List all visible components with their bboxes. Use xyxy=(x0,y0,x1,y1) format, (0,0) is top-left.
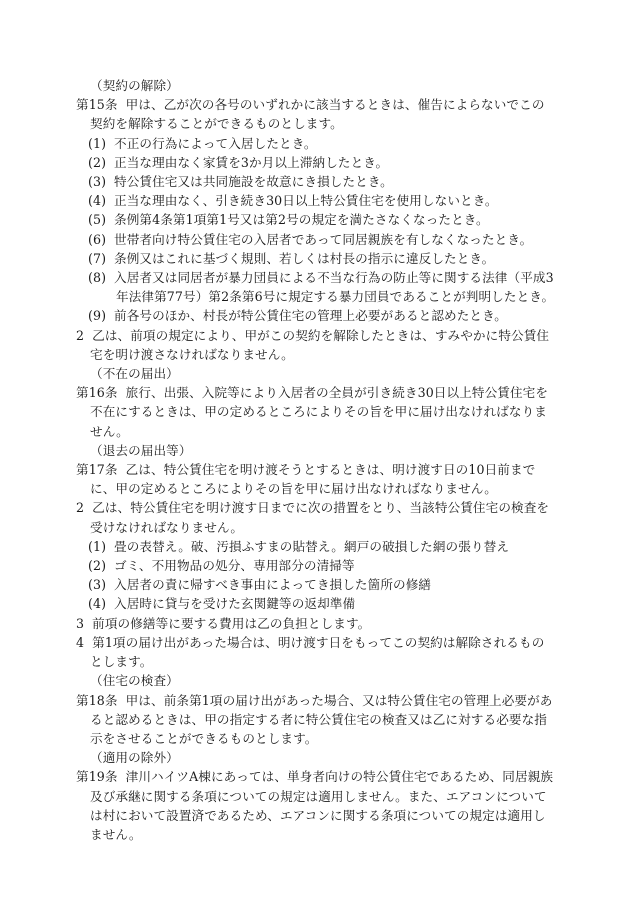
item-text: 入居者の責に帰すべき事由によってき損した箇所の修繕 xyxy=(114,577,432,593)
paragraph-text: 乙は、前項の規定により、甲がこの契約を解除したときは、すみやかに特公賃住宅を明け渡さなければなりません。 xyxy=(90,327,550,362)
item-number: (1) xyxy=(88,538,107,554)
article-number: 第19条 xyxy=(76,769,118,785)
item-number: (4) xyxy=(88,596,107,612)
item-number: (1) xyxy=(88,135,107,151)
item-text: 正当な理由なく、引き続き30日以上特公賃住宅を使用しないとき。 xyxy=(114,193,498,209)
article-15 xyxy=(76,95,556,133)
article-text: 乙は、特公賃住宅を明け渡そうとするときは、明け渡す日の10日前までに、甲の定めるところによりその旨を甲に届け出なければなりません。 xyxy=(90,462,536,497)
item-number: (5) xyxy=(88,212,107,228)
section-heading-cancellation: （契約の解除） xyxy=(90,78,179,93)
article-number: 第18条 xyxy=(76,692,118,708)
article-text: 甲は、前条第1項の届け出があった場合、又は特公賃住宅の管理上必要があると認めるときは、甲の指定する者に特公賃住宅の検査又は乙に対する必要な指示をさせることができるものとします。 xyxy=(90,692,553,746)
list-item xyxy=(76,230,556,249)
item-number: (9) xyxy=(88,308,107,324)
item-number: (3) xyxy=(88,577,107,593)
article-18 xyxy=(76,691,556,749)
list-item xyxy=(76,134,556,153)
list-item xyxy=(76,172,556,191)
paragraph-number: 3 xyxy=(76,615,85,631)
article-text: 旅行、出張、入院等により入居者の全員が引き続き30日以上特公賃住宅を不在にするときは、甲の定めるところによりその旨を甲に届け出なければなりません。 xyxy=(90,385,549,439)
article-19 xyxy=(76,767,556,844)
item-text: 畳の表替え。破、汚損ふすまの貼替え。網戸の破損した網の張り替え xyxy=(114,538,510,554)
item-text: 特公賃住宅又は共同施設を故意にき損したとき。 xyxy=(114,174,393,190)
paragraph-number: 4 xyxy=(76,634,85,650)
list-item xyxy=(76,537,556,556)
paragraph-number: 2 xyxy=(76,327,85,343)
list-item xyxy=(76,153,556,172)
paragraph-2 xyxy=(76,326,556,364)
article-number: 第15条 xyxy=(76,97,118,113)
section-heading-absence: （不在の届出） xyxy=(90,366,179,382)
item-text: 正当な理由なく家賃を3か月以上滞納したとき。 xyxy=(114,154,389,170)
article-text: 津川ハイツA棟にあっては、単身者向けの特公賃住宅であるため、同居親族及び承継に関する条項についての規定は適用しません。また、エアコンについては村において設置済であるため、エアコンに関する条項についての規定は適用しません。 xyxy=(90,769,554,842)
article-17 xyxy=(76,460,556,498)
item-number: (4) xyxy=(88,193,107,209)
list-item xyxy=(76,556,556,575)
article-number: 第16条 xyxy=(76,385,118,401)
article-16 xyxy=(76,383,556,441)
section-heading-move-out: （退去の届出等） xyxy=(90,442,192,458)
document-body xyxy=(76,76,556,844)
list-item xyxy=(76,210,556,229)
section-heading-inspection: （住宅の検査） xyxy=(90,673,179,689)
item-number: (3) xyxy=(88,174,107,190)
item-text: 世帯者向け特公賃住宅の入居者であって同居親族を有しなくなったとき。 xyxy=(114,231,533,247)
list-item xyxy=(76,575,556,594)
paragraph-3 xyxy=(76,614,556,633)
item-text: 条例又はこれに基づく規則、若しくは村長の指示に違反したとき。 xyxy=(114,250,495,266)
article-number: 第17条 xyxy=(76,462,118,478)
item-number: (2) xyxy=(88,558,107,574)
article-text: 甲は、乙が次の各号のいずれかに該当するときは、催告によらないでこの契約を解除することができるものとします。 xyxy=(90,97,545,132)
paragraph-text: 乙は、特公賃住宅を明け渡す日までに次の措置をとり、当該特公賃住宅の検査を受けなければなりません。 xyxy=(90,500,550,535)
list-item xyxy=(76,191,556,210)
paragraph-2 xyxy=(76,498,556,536)
item-text: 入居者又は同居者が暴力団員による不当な行為の防止等に関する法律（平成3年法律第77号）第2条第6号に規定する暴力団員であることが判明したとき。 xyxy=(114,270,555,305)
item-text: 条例第4条第1項第1号又は第2号の規定を満たさなくなったとき。 xyxy=(114,212,489,228)
paragraph-4 xyxy=(76,633,556,671)
item-text: 前各号のほか、村長が特公賃住宅の管理上必要があると認めたとき。 xyxy=(114,308,508,324)
section-heading-exclusion: （適用の除外） xyxy=(90,750,179,766)
item-text: 不正の行為によって入居したとき。 xyxy=(114,135,317,151)
item-number: (2) xyxy=(88,154,107,170)
paragraph-number: 2 xyxy=(76,500,85,516)
item-number: (7) xyxy=(88,250,107,266)
item-number: (8) xyxy=(88,270,107,286)
item-text: 入居時に貸与を受けた玄関鍵等の返却準備 xyxy=(114,596,356,612)
item-text: ゴミ、不用物品の処分、専用部分の清掃等 xyxy=(114,558,355,574)
list-item xyxy=(76,594,556,613)
list-item xyxy=(76,306,556,325)
list-item xyxy=(76,268,556,306)
paragraph-text: 第1項の届け出があった場合は、明け渡す日をもってこの契約は解除されるものとします。 xyxy=(90,634,545,670)
list-item xyxy=(76,249,556,268)
paragraph-text: 前項の修繕等に要する費用は乙の負担とします。 xyxy=(92,615,371,631)
item-number: (6) xyxy=(88,231,107,247)
